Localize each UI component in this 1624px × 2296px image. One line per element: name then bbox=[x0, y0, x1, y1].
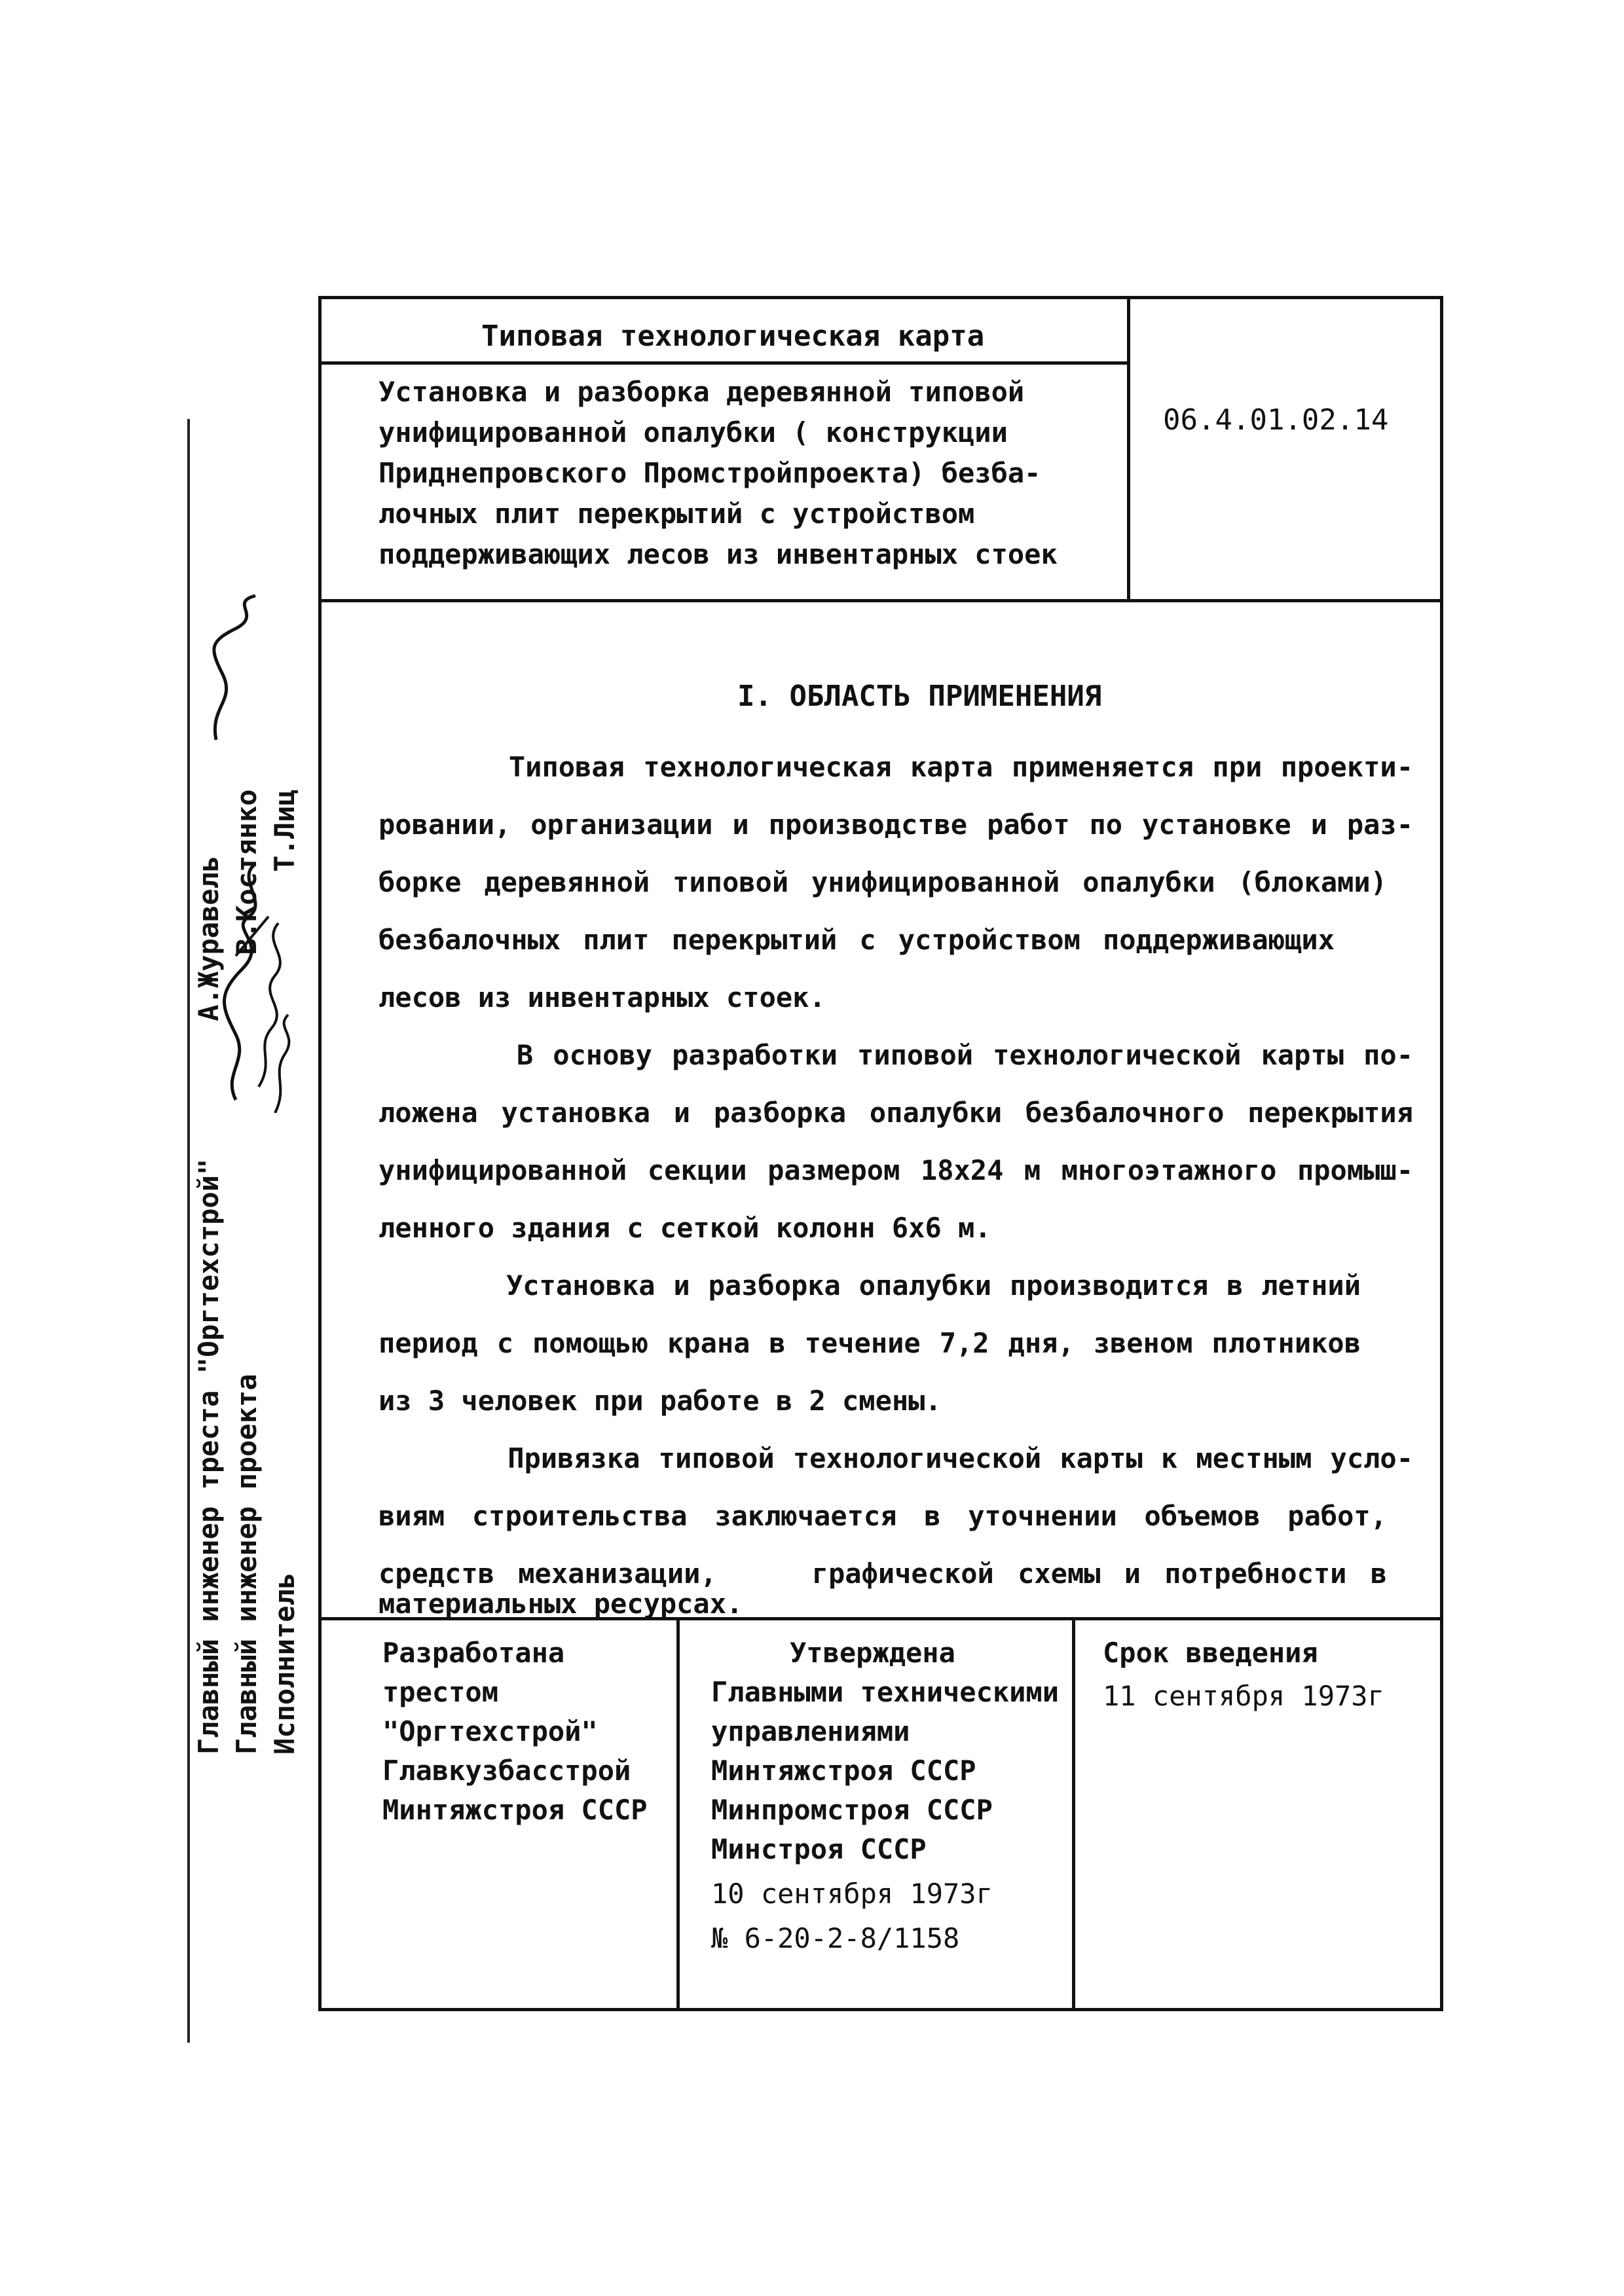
paragraph-1-line-2: ровании, организации и производстве работ по установке и раз- bbox=[378, 809, 1413, 841]
paragraph-3-line-3: из 3 человек при работе в 2 смены. bbox=[378, 1385, 942, 1417]
signatory-role-2: Главный инженер проекта bbox=[231, 1374, 263, 1755]
signatory-name-1: А.Журавель bbox=[193, 855, 225, 1021]
document-code: 06.4.01.02.14 bbox=[1163, 403, 1389, 437]
effective-date: 11 сентября 1973г bbox=[1103, 1680, 1384, 1712]
divider-header-bottom bbox=[318, 599, 1443, 602]
document-type: Типовая технологическая карта bbox=[481, 319, 985, 353]
paragraph-2-line-2: ложена установка и разборка опалубки безбалочного перекрытия bbox=[378, 1097, 1413, 1129]
section-heading: I. ОБЛАСТЬ ПРИМЕНЕНИЯ bbox=[737, 680, 1102, 713]
paragraph-4-line-2: виям строительства заключается в уточнении объемов работ, bbox=[378, 1500, 1387, 1532]
developed-heading: Разработана bbox=[382, 1637, 565, 1669]
approved-number: № 6-20-2-8/1158 bbox=[711, 1922, 960, 1954]
developed-line-5: Минтяжстроя СССР bbox=[382, 1794, 648, 1826]
paragraph-4-line-4: материальных ресурсах. bbox=[378, 1588, 743, 1620]
signatory-name-2: В.Костянко bbox=[231, 789, 263, 955]
developed-line-3: "Оргтехстрой" bbox=[382, 1715, 598, 1747]
paragraph-2-line-3: унифицированной секции размером 18х24 м многоэтажного промыш- bbox=[378, 1154, 1413, 1186]
paragraph-4-line-1: Привязка типовой технологической карты к местным усло- bbox=[378, 1442, 1413, 1474]
approved-line-6: Минстроя СССР bbox=[711, 1833, 927, 1865]
signatory-role-1: Главный инженер треста "Оргтехстрой" bbox=[193, 1158, 225, 1755]
handwritten-signatures bbox=[196, 720, 301, 1113]
developed-line-2: трестом bbox=[382, 1676, 499, 1708]
paragraph-1-line-1: Типовая технологическая карта применяется при проекти- bbox=[378, 751, 1413, 783]
paragraph-1-line-5: лесов из инвентарных стоек. bbox=[378, 981, 826, 1013]
signatory-name-3: Т.Лиц bbox=[268, 789, 301, 872]
title-line-5: поддерживающих лесов из инвентарных стоек bbox=[378, 538, 1058, 570]
approved-line-4: Минтяжстроя СССР bbox=[711, 1755, 976, 1787]
title-line-1: Установка и разборка деревянной типовой bbox=[378, 376, 1025, 408]
paragraph-4-line-3: средств механизации, графической схемы и потребности в bbox=[378, 1558, 1387, 1590]
approved-date: 10 сентября 1973г bbox=[711, 1878, 993, 1910]
divider-code-column bbox=[1127, 296, 1130, 602]
approved-line-5: Минпромстроя СССР bbox=[711, 1794, 993, 1826]
paragraph-1-line-3: борке деревянной типовой унифицированной опалубки (блоками) bbox=[378, 866, 1387, 898]
developed-line-4: Главкузбасстрой bbox=[382, 1755, 631, 1787]
approved-heading: Утверждена bbox=[790, 1637, 955, 1669]
handwritten-signature-top bbox=[196, 589, 275, 746]
title-line-4: лочных плит перекрытий с устройством bbox=[378, 498, 975, 530]
paragraph-3-line-2: период с помощью крана в течение 7,2 дня, звеном плотников bbox=[378, 1327, 1361, 1359]
paragraph-3-line-1: Установка и разборка опалубки производится в летний bbox=[378, 1269, 1361, 1302]
paragraph-1-line-4: безбалочных плит перекрытий с устройством поддерживающих bbox=[378, 924, 1335, 956]
paragraph-2-line-1: В основу разработки типовой технологической карты по- bbox=[378, 1039, 1413, 1071]
divider-footer-col2 bbox=[1072, 1617, 1075, 2011]
divider-footer-col1 bbox=[676, 1617, 680, 2011]
signatory-role-3: Исполнитель bbox=[268, 1572, 301, 1755]
effective-heading: Срок введения bbox=[1103, 1637, 1318, 1669]
approved-line-3: управлениями bbox=[711, 1715, 910, 1747]
divider-doc-type bbox=[318, 361, 1130, 365]
title-line-3: Приднепровского Промстройпроекта) безба- bbox=[378, 457, 1041, 489]
paragraph-2-line-4: ленного здания с сеткой колонн 6х6 м. bbox=[378, 1212, 991, 1244]
title-line-2: унифицированной опалубки ( конструкции bbox=[378, 416, 1008, 448]
approved-line-2: Главными техническими bbox=[711, 1676, 1060, 1708]
